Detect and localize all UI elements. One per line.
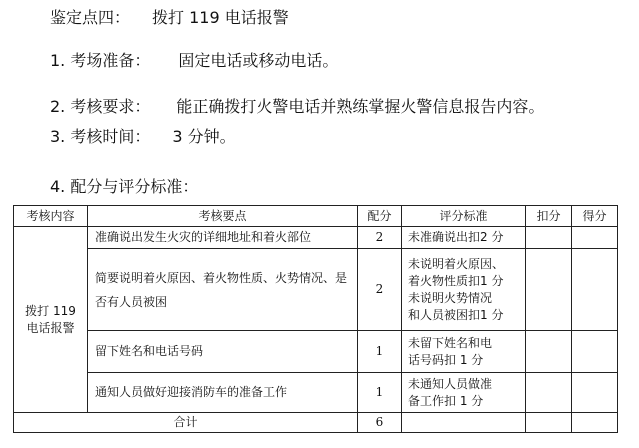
section-label: 1. 考场准备： [50, 51, 151, 70]
total-standard [402, 413, 526, 433]
score-cell: 2 [358, 249, 402, 331]
total-label: 合计 [14, 413, 358, 433]
header-item: 考核内容 [14, 206, 88, 227]
table-row [14, 331, 618, 373]
point-cell: 简要说明着火原因、着火物性质、火势情况、是否有人员被困 [88, 249, 358, 331]
got-cell [572, 249, 618, 331]
table-row [14, 249, 618, 331]
standard-cell: 未通知人员做准 备工作扣 1 分 [402, 373, 526, 413]
table-header-row [14, 206, 618, 227]
score-cell: 2 [358, 227, 402, 249]
section-label: 3. 考核时间： [50, 127, 151, 146]
score-cell: 1 [358, 331, 402, 373]
deduct-cell [526, 249, 572, 331]
table-row [14, 227, 618, 249]
table-total-row [14, 413, 618, 433]
title-text: 拨打 119 电话报警 [152, 8, 289, 27]
header-score: 配分 [358, 206, 402, 227]
total-score: 6 [358, 413, 402, 433]
point-cell: 通知人员做好迎接消防车的准备工作 [88, 373, 358, 413]
scoring-table [13, 205, 618, 433]
got-cell [572, 227, 618, 249]
got-cell [572, 373, 618, 413]
total-got [572, 413, 618, 433]
standard-cell: 未说明着火原因、 着火物性质扣1 分 未说明火势情况 和人员被困扣1 分 [402, 249, 526, 331]
total-deduct [526, 413, 572, 433]
section-label: 4. 配分与评分标准： [50, 177, 199, 196]
header-got: 得分 [572, 206, 618, 227]
table-row [14, 373, 618, 413]
standard-cell: 未准确说出扣2 分 [402, 227, 526, 249]
section-label: 2. 考核要求： [50, 97, 151, 116]
section-exam-prep [50, 51, 338, 71]
deduct-cell [526, 331, 572, 373]
score-cell: 1 [358, 373, 402, 413]
page-title [50, 8, 289, 28]
header-point: 考核要点 [88, 206, 358, 227]
header-standard: 评分标准 [402, 206, 526, 227]
section-value: 固定电话或移动电话。 [178, 51, 339, 70]
item-cell: 拨打 119 电话报警 [14, 227, 88, 413]
got-cell [572, 331, 618, 373]
deduct-cell [526, 227, 572, 249]
standard-cell: 未留下姓名和电 话号码扣 1 分 [402, 331, 526, 373]
section-requirements [50, 97, 544, 117]
point-cell: 准确说出发生火灾的详细地址和着火部位 [88, 227, 358, 249]
title-label: 鉴定点四： [50, 8, 131, 27]
section-scoring [50, 177, 198, 197]
deduct-cell [526, 373, 572, 413]
section-value: 能正确拨打火警电话并熟练掌握火警信息报告内容。 [176, 97, 545, 116]
section-value: 3 分钟。 [172, 127, 236, 146]
header-deduct: 扣分 [526, 206, 572, 227]
section-time [50, 127, 236, 147]
point-cell: 留下姓名和电话号码 [88, 331, 358, 373]
